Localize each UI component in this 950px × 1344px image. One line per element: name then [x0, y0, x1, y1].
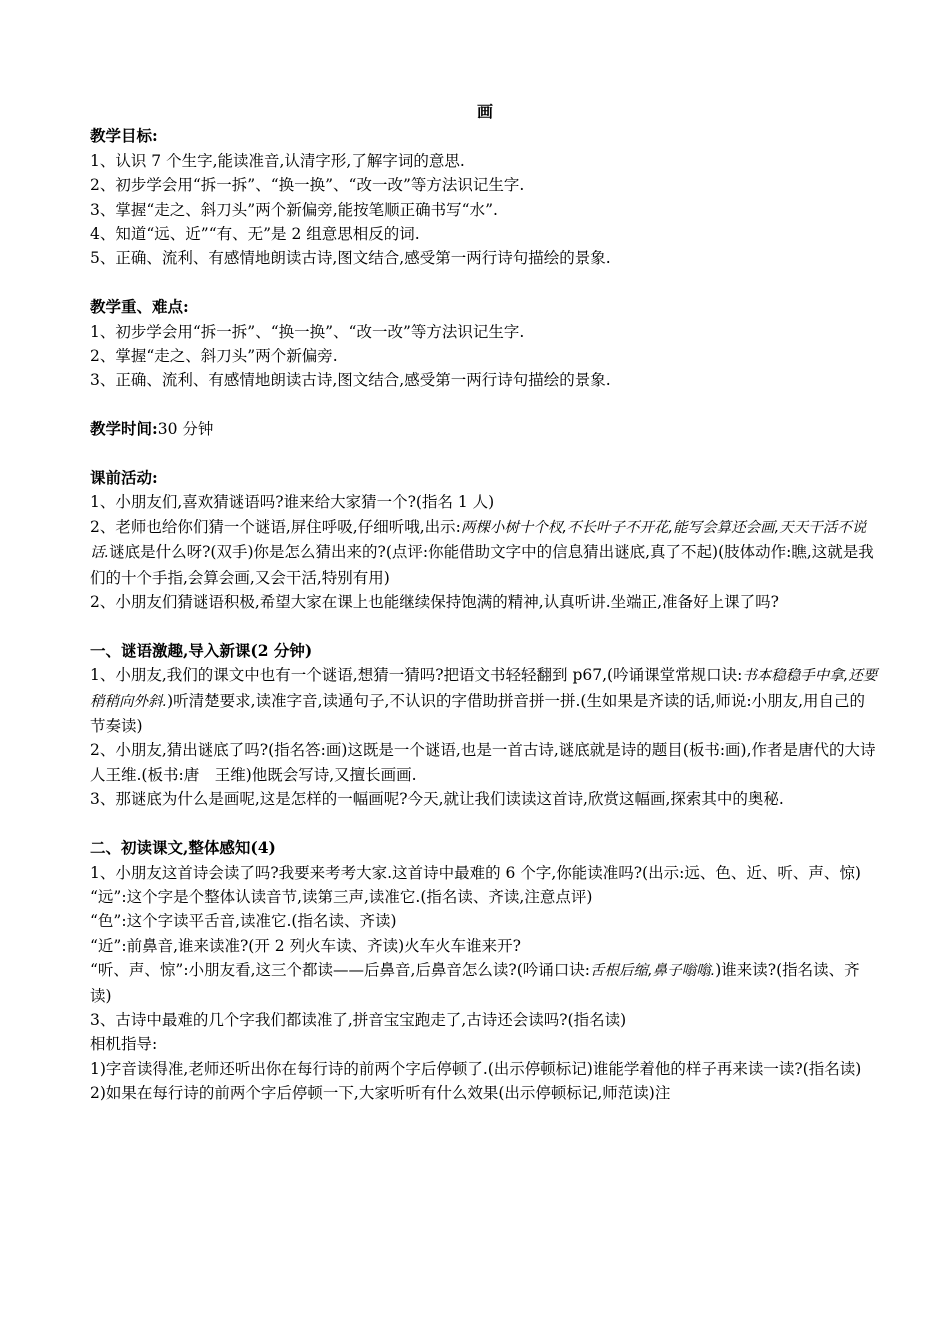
page-title: 画: [476, 102, 493, 121]
paragraph: [90, 515, 880, 590]
time-heading: 教学时间:: [90, 419, 158, 439]
paragraph-text: 谜底是什么呀?(双手)你是怎么猜出来的?(点评:你能借助文字中的信息猜出谜底,真了不起)(肢体动作:瞧,这就是我们的十个手指,会算会画,又会干活,特别有用): [90, 543, 874, 587]
key-point-item: 3、正确、流利、有感情地朗读古诗,图文结合,感受第一两行诗句描绘的景象.: [90, 371, 611, 390]
paragraph: “近”:前鼻音,谁来读准?(开 2 列火车读、齐读)火车火车谁来开?: [90, 936, 521, 955]
objective-item: 1、认识 7 个生字,能读准音,认清字形,了解字词的意思.: [90, 151, 465, 170]
objectives-heading: 教学目标:: [90, 126, 158, 146]
riddle-text: 两棵小树十个杈,不长叶子不开花,能写会算还会画,天天干活不说话.: [90, 519, 867, 562]
paragraph: 2、小朋友,猜出谜底了吗?(指名答:画)这既是一个谜语,也是一首古诗,谜底就是诗的题目(板书:画),作者是唐代的大诗人王维.(板书:唐 王维)他既会写诗,又擅长画画.: [90, 741, 876, 784]
time-value: 30 分钟: [157, 420, 214, 439]
paragraph-text: 1、小朋友,我们的课文中也有一个谜语,想猜一猜吗?把语文书轻轻翻到 p67,(吟诵课堂常规口诀:: [90, 666, 743, 685]
teaching-time: [90, 417, 880, 441]
document-page: [90, 100, 880, 1106]
paragraph: 1)字音读得准,老师还听出你在每行诗的前两个字后停顿了.(出示停顿标记)谁能学着他的样子再来读一读?(指名读): [90, 1059, 862, 1078]
spacer: [90, 442, 880, 466]
rhyme-text: 舌根后缩,鼻子嗡嗡.: [590, 963, 716, 980]
key-point-item: 2、掌握“走之、斜刀头”两个新偏旁.: [90, 347, 338, 366]
paragraph: [90, 958, 880, 1008]
spacer: [90, 271, 880, 295]
paragraph: “远”:这个字是个整体认读音节,读第三声,读准它.(指名读、齐读,注意点评): [90, 887, 593, 906]
paragraph: 1、小朋友们,喜欢猜谜语吗?谁来给大家猜一个?(指名 1 人): [90, 493, 495, 512]
section2-heading: 二、初读课文,整体感知(4): [90, 838, 276, 858]
paragraph-text: )谁来读?(指名读、齐读): [90, 961, 860, 1005]
paragraph-text: )听清楚要求,读准字音,读通句子,不认识的字借助拼音拼一拼.(生如果是齐读的话,师说:小朋友,用自己的节奏读): [90, 691, 865, 736]
spacer: [90, 614, 880, 638]
paragraph: 2)如果在每行诗的前两个字后停顿一下,大家听听有什么效果(出示停顿标记,师范读)注: [90, 1084, 671, 1103]
objective-item: 5、正确、流利、有感情地朗读古诗,图文结合,感受第一两行诗句描绘的景象.: [90, 249, 611, 268]
paragraph: 3、古诗中最难的几个字我们都读准了,拼音宝宝跑走了,古诗还会读吗?(指名读): [90, 1010, 627, 1029]
objective-item: 4、知道“远、近”“有、无”是 2 组意思相反的词.: [90, 225, 420, 244]
key-points-heading: 教学重、难点:: [90, 297, 189, 317]
section1-heading: 一、谜语激趣,导入新课(2 分钟): [90, 640, 313, 660]
paragraph-text: “听、声、惊”:小朋友看,这三个都读——后鼻音,后鼻音怎么读?(吟诵口诀:: [90, 961, 591, 980]
spacer: [90, 812, 880, 836]
objective-item: 3、掌握“走之、斜刀头”两个新偏旁,能按笔顺正确书写“水”.: [90, 200, 498, 219]
key-point-item: 1、初步学会用“拆一拆”、“换一换”、“改一改”等方法识记生字.: [90, 322, 525, 341]
paragraph: 3、那谜底为什么是画呢,这是怎样的一幅画呢?今天,就让我们读读这首诗,欣赏这幅画,探索其中的奥秘.: [90, 790, 784, 809]
objective-item: 2、初步学会用“拆一拆”、“换一换”、“改一改”等方法识记生字.: [90, 176, 525, 195]
spacer: [90, 393, 880, 417]
paragraph: 1、小朋友这首诗会读了吗?我要来考考大家.这首诗中最难的 6 个字,你能读准吗?(出示:远、色、近、听、声、惊): [90, 863, 861, 882]
paragraph: 2、小朋友们猜谜语积极,希望大家在课上也能继续保持饱满的精神,认真听讲.坐端正,准备好上课了吗?: [90, 593, 779, 612]
paragraph: 相机指导:: [90, 1035, 158, 1054]
paragraph-text: 2、老师也给你们猜一个谜语,屏住呼吸,仔细听哦,出示:: [90, 517, 461, 536]
paragraph: “色”:这个字读平舌音,读准它.(指名读、齐读): [90, 912, 397, 931]
pre-activity-heading: 课前活动:: [90, 468, 158, 488]
rhyme-text: 书本稳稳手中拿,还要稍稍向外斜.: [90, 668, 878, 710]
paragraph: [90, 663, 880, 738]
